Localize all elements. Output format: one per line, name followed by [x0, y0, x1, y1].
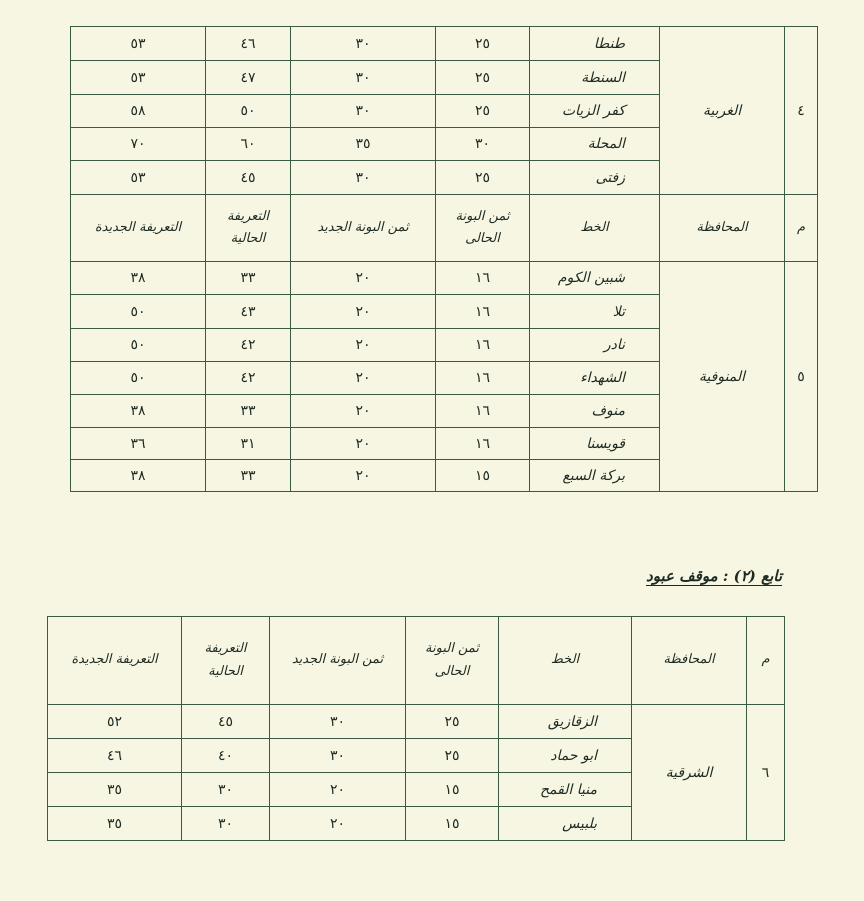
- current-price-cell: ١٦: [436, 295, 530, 329]
- new-price-cell: ٢٠: [291, 395, 436, 428]
- line-cell: بركة السبع: [530, 460, 660, 492]
- current-tariff-cell: ٦٠: [206, 128, 291, 161]
- row-index: ٤: [785, 27, 818, 195]
- line-cell: ابو حماد: [499, 739, 632, 773]
- current-tariff-cell: ٤٦: [206, 27, 291, 61]
- line-cell: تلا: [530, 295, 660, 329]
- current-tariff-cell: ٤٣: [206, 295, 291, 329]
- current-tariff-cell: ٤٠: [182, 739, 270, 773]
- current-price-cell: ٢٥: [406, 705, 499, 739]
- header-index: م: [747, 617, 785, 705]
- new-price-cell: ٢٠: [291, 460, 436, 492]
- new-tariff-cell: ٥٠: [71, 295, 206, 329]
- governorate-cell: المنوفية: [660, 262, 785, 492]
- current-price-cell: ١٥: [406, 773, 499, 807]
- new-tariff-cell: ٣٨: [71, 395, 206, 428]
- header-new-price: ثمن البونة الجديد: [291, 195, 436, 262]
- current-tariff-cell: ٤٢: [206, 329, 291, 362]
- current-tariff-cell: ٤٢: [206, 362, 291, 395]
- line-cell: المحلة: [530, 128, 660, 161]
- current-tariff-cell: ٣٠: [182, 807, 270, 841]
- new-price-cell: ٣٠: [291, 27, 436, 61]
- current-tariff-cell: ٤٥: [182, 705, 270, 739]
- line-cell: الشهداء: [530, 362, 660, 395]
- new-price-cell: ٣٥: [291, 128, 436, 161]
- new-tariff-cell: ٥٣: [71, 161, 206, 195]
- current-tariff-cell: ٥٠: [206, 95, 291, 128]
- line-cell: منيا القمح: [499, 773, 632, 807]
- new-price-cell: ٢٠: [291, 428, 436, 460]
- new-price-cell: ٢٠: [291, 329, 436, 362]
- header-current-price: [406, 617, 499, 705]
- header-current-tariff-l1: التعريفة: [204, 641, 247, 657]
- header-line: الخط: [530, 195, 660, 262]
- new-tariff-cell: ٥٣: [71, 61, 206, 95]
- header-governorate: المحافظة: [632, 617, 747, 705]
- new-price-cell: ٢٠: [270, 807, 406, 841]
- current-tariff-cell: ٣٣: [206, 395, 291, 428]
- header-current-tariff-l1: التعريفة: [226, 208, 270, 224]
- header-current-price-l2: الحالى: [465, 231, 500, 246]
- new-tariff-cell: ٣٨: [71, 262, 206, 295]
- header-governorate: المحافظة: [660, 195, 785, 262]
- line-cell: الزقازيق: [499, 705, 632, 739]
- table-header-row: [71, 195, 818, 262]
- new-tariff-cell: ٣٦: [71, 428, 206, 460]
- header-current-tariff: [206, 195, 291, 262]
- new-tariff-cell: ٥٠: [71, 329, 206, 362]
- current-price-cell: ١٥: [436, 460, 530, 492]
- new-tariff-cell: ٣٨: [71, 460, 206, 492]
- table-header-row: [48, 617, 785, 705]
- table-row: [71, 27, 818, 61]
- line-cell: نادر: [530, 329, 660, 362]
- header-index: م: [785, 195, 818, 262]
- table-row: [48, 705, 785, 739]
- current-price-cell: ١٦: [436, 362, 530, 395]
- row-index: ٦: [747, 705, 785, 841]
- new-tariff-cell: ٥٣: [71, 27, 206, 61]
- new-price-cell: ٢٠: [291, 262, 436, 295]
- current-tariff-cell: ٤٥: [206, 161, 291, 195]
- header-current-price-l1: ثمن البونة: [455, 208, 510, 224]
- fare-table-1: [70, 26, 818, 492]
- new-price-cell: ٣٠: [291, 161, 436, 195]
- current-price-cell: ٢٥: [436, 95, 530, 128]
- header-new-tariff: التعريفة الجديدة: [48, 617, 182, 705]
- governorate-cell: الغربية: [660, 27, 785, 195]
- line-cell: منوف: [530, 395, 660, 428]
- new-tariff-cell: ٣٥: [48, 773, 182, 807]
- current-tariff-cell: ٣١: [206, 428, 291, 460]
- new-price-cell: ٣٠: [291, 61, 436, 95]
- table-row: [71, 262, 818, 295]
- header-current-tariff: [182, 617, 270, 705]
- line-cell: كفر الزيات: [530, 95, 660, 128]
- new-price-cell: ٢٠: [291, 295, 436, 329]
- line-cell: بلبيس: [499, 807, 632, 841]
- new-tariff-cell: ٣٥: [48, 807, 182, 841]
- header-current-price-l1: ثمن البونة: [425, 641, 479, 657]
- current-price-cell: ٢٥: [436, 161, 530, 195]
- header-line: الخط: [499, 617, 632, 705]
- new-price-cell: ٣٠: [270, 705, 406, 739]
- new-tariff-cell: ٤٦: [48, 739, 182, 773]
- current-price-cell: ١٦: [436, 395, 530, 428]
- header-new-tariff: التعريفة الجديدة: [71, 195, 206, 262]
- line-cell: قويسنا: [530, 428, 660, 460]
- current-tariff-cell: ٣٣: [206, 460, 291, 492]
- line-cell: السنطة: [530, 61, 660, 95]
- header-new-price: ثمن البونة الجديد: [270, 617, 406, 705]
- current-price-cell: ٢٥: [406, 739, 499, 773]
- row-index: ٥: [785, 262, 818, 492]
- current-price-cell: ٣٠: [436, 128, 530, 161]
- header-current-tariff-l2: الحالية: [230, 231, 266, 246]
- line-cell: زفتى: [530, 161, 660, 195]
- current-tariff-cell: ٣٣: [206, 262, 291, 295]
- header-current-tariff-l2: الحالية: [208, 663, 243, 679]
- new-price-cell: ٣٠: [291, 95, 436, 128]
- current-tariff-cell: ٣٠: [182, 773, 270, 807]
- section-title: تابع (٢) : موقف عبود: [646, 567, 782, 585]
- governorate-cell: الشرقية: [632, 705, 747, 841]
- new-tariff-cell: ٥٠: [71, 362, 206, 395]
- new-price-cell: ٣٠: [270, 739, 406, 773]
- header-current-price-l2: الحالى: [434, 663, 470, 679]
- header-current-price: [436, 195, 530, 262]
- current-price-cell: ٢٥: [436, 27, 530, 61]
- new-tariff-cell: ٥٢: [48, 705, 182, 739]
- new-tariff-cell: ٧٠: [71, 128, 206, 161]
- line-cell: طنطا: [530, 27, 660, 61]
- new-price-cell: ٢٠: [270, 773, 406, 807]
- current-price-cell: ١٥: [406, 807, 499, 841]
- current-price-cell: ٢٥: [436, 61, 530, 95]
- current-tariff-cell: ٤٧: [206, 61, 291, 95]
- new-price-cell: ٢٠: [291, 362, 436, 395]
- new-tariff-cell: ٥٨: [71, 95, 206, 128]
- current-price-cell: ١٦: [436, 329, 530, 362]
- line-cell: شبين الكوم: [530, 262, 660, 295]
- current-price-cell: ١٦: [436, 262, 530, 295]
- current-price-cell: ١٦: [436, 428, 530, 460]
- fare-table-2: [47, 616, 785, 841]
